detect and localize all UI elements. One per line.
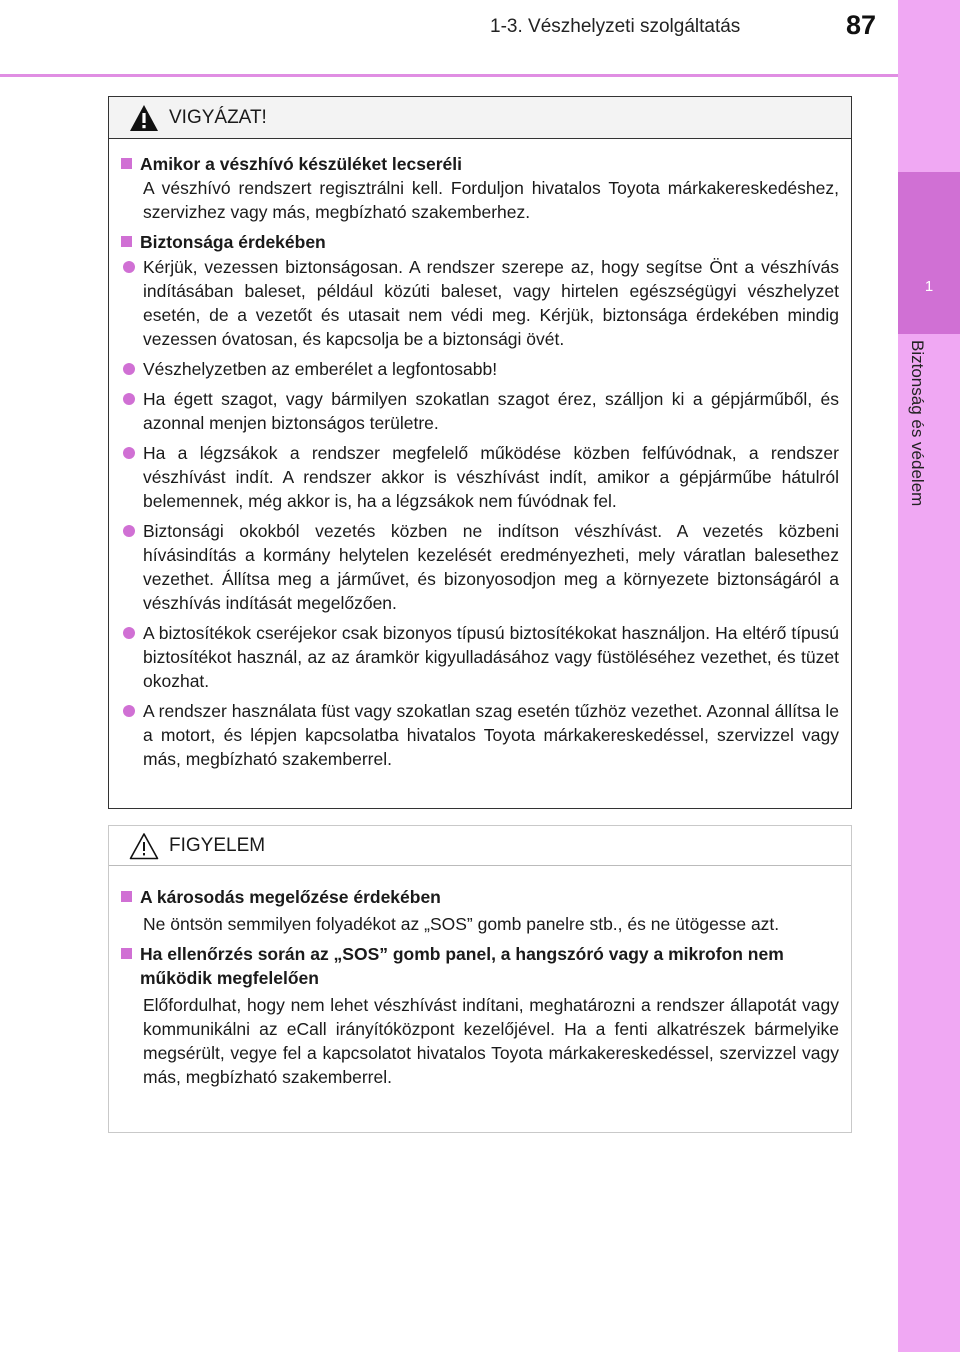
round-bullet-icon	[123, 705, 135, 717]
notice-paragraph: Előfordulhat, hogy nem lehet vészhívást indítani, meghatározni a rendszer állapotát vagy kommunikálni az eCall irányítóközpont kezelőjével. Ha a fenti alkatrészek bármelyike megsérült, vegye fel a kapcsolatot hivatalos Toyota márkakereskedéssel, szervizzel vagy más, megbízható szakemberrel.	[143, 995, 839, 1087]
caution-body	[109, 139, 851, 771]
caution-list-item-text: A rendszer használata füst vagy szokatlan szag esetén tűzhöz vezethet. Azonnal állítsa le a motort, és lépjen kapcsolatba hivatalos Toyota márkakereskedéssel, szervizzel vagy más, megbízható szakemberrel.	[143, 701, 839, 769]
header-divider	[0, 74, 898, 77]
warning-outline-icon	[129, 832, 159, 860]
caution-list-item	[121, 441, 839, 513]
caution-box	[108, 96, 852, 809]
caution-list-item	[121, 699, 839, 771]
notice-heading-text: Ha ellenőrzés során az „SOS” gomb panel, a hangszóró vagy a mikrofon nem működik megfelelően	[140, 944, 784, 988]
caution-heading-text: Amikor a vészhívó készüléket lecseréli	[140, 154, 462, 174]
page-number: 87	[846, 10, 877, 40]
caution-list-item-text: Kérjük, vezessen biztonságosan. A rendszer szerepe az, hogy segítse Önt a vészhívás indításában baleset, például közúti baleset, vagy hirtelen egészségügyi vészhelyzet esetén, de a vezetőt és utasait nem védi meg. Kérjük, biztonsága érdekében mindig vezessen óvatosan, és kapcsolja be a biztonsági övét.	[143, 257, 839, 349]
square-bullet-icon	[121, 236, 132, 247]
caution-list-item	[121, 519, 839, 615]
square-bullet-icon	[121, 948, 132, 959]
warning-filled-icon	[129, 104, 159, 132]
caution-list-item	[121, 621, 839, 693]
notice-header	[109, 826, 851, 866]
caution-list-item-text: Biztonsági okokból vezetés közben ne indítson vészhívást. A vezetés közbeni hívásindítás a kormány helytelen kezelését eredményezheti, mely váratlan balesethez vezethet. Állítsa meg a járművet, és bizonyosodjon meg a környezete biztonságáról a vészhívás indítását megelőzően.	[143, 521, 839, 613]
caution-list-item-text: Vészhelyzetben az emberélet a legfontosabb!	[143, 359, 498, 379]
caution-list-item	[121, 387, 839, 435]
caution-header	[109, 97, 851, 139]
caution-heading	[121, 152, 839, 176]
caution-list-item	[121, 357, 839, 381]
caution-list-item-text: Ha a légzsákok a rendszer megfelelő működése közben felfúvódnak, a rendszer vészhívást indít. A rendszer akkor is vészhívást indít, amikor a gépjárműbe hátulról belemennek, még akkor is, ha a légzsákok nem fúvódnak fel.	[143, 443, 839, 511]
round-bullet-icon	[123, 447, 135, 459]
side-chapter-number: 1	[924, 278, 934, 295]
round-bullet-icon	[123, 393, 135, 405]
notice-heading	[121, 885, 839, 909]
notice-heading	[121, 942, 839, 990]
round-bullet-icon	[123, 627, 135, 639]
notice-box	[108, 825, 852, 1133]
caution-heading-text: Biztonsága érdekében	[140, 232, 326, 252]
section-title: 1-3. Vészhelyzeti szolgáltatás	[490, 16, 741, 37]
round-bullet-icon	[123, 261, 135, 273]
round-bullet-icon	[123, 363, 135, 375]
caution-title: VIGYÁZAT!	[169, 106, 267, 128]
notice-body	[109, 866, 851, 1089]
caution-list-item-text: A biztosítékok cseréjekor csak bizonyos típusú biztosítékokat használjon. Ha eltérő típusú biztosítékot használ, az az áramkör kigyulladásához vagy füstöléséhez vezethet, és tüzet okozhat.	[143, 623, 839, 691]
square-bullet-icon	[121, 891, 132, 902]
square-bullet-icon	[121, 158, 132, 169]
caution-list-item	[121, 255, 839, 351]
round-bullet-icon	[123, 525, 135, 537]
caution-list-item-text: Ha égett szagot, vagy bármilyen szokatlan szagot érez, szálljon ki a gépjárműből, és azonnal menjen biztonságos területre.	[143, 389, 839, 433]
side-chapter-label-text: Biztonság és védelem	[908, 340, 927, 507]
side-chapter-marker	[898, 172, 960, 334]
notice-heading-text: A károsodás megelőzése érdekében	[140, 887, 441, 907]
notice-title: FIGYELEM	[169, 834, 266, 856]
notice-paragraph: Ne öntsön semmilyen folyadékot az „SOS” gomb panelre stb., és ne ütögesse azt.	[143, 914, 780, 934]
caution-heading	[121, 230, 839, 254]
caution-paragraph: A vészhívó rendszert regisztrálni kell. Forduljon hivatalos Toyota márkakereskedéshez, szervizhez vagy más, megbízható szakemberhez.	[143, 178, 839, 222]
side-chapter-label	[907, 340, 935, 570]
